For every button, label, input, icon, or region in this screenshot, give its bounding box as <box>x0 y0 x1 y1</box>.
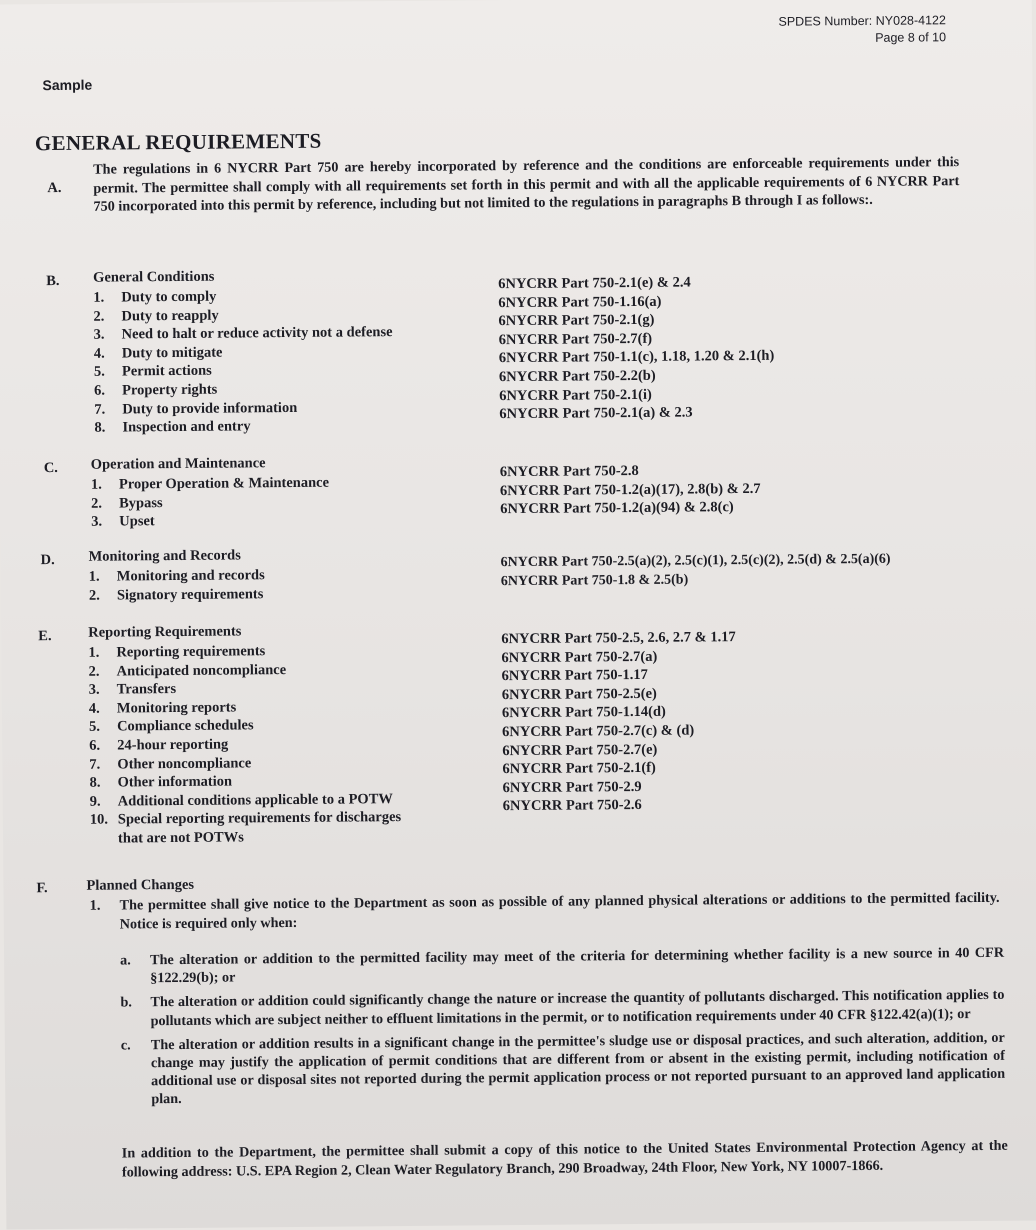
section-c-letter: C. <box>43 460 58 477</box>
list-item: 3. Need to halt or reduce activity not a defense <box>93 324 393 343</box>
list-item: 4. Duty to mitigate <box>93 344 223 362</box>
section-b-refs <box>498 271 939 424</box>
reference: 6NYCRR Part 750-1.16(a) <box>498 293 662 311</box>
section-f-intro: The permittee shall give notice to the Department as soon as possible of any planned physical alterations or additions to the permitted facility. Notice is required only when: <box>119 889 1000 932</box>
section-c-heading: Operation and Maintenance <box>90 455 266 473</box>
reference: 6NYCRR Part 750-2.9 <box>502 778 642 796</box>
section-f-item-number: 1. <box>89 897 101 914</box>
reference: 6NYCRR Part 750-2.1(f) <box>502 759 656 778</box>
list-item: c. The alteration or addition results in a significant change in the permittee's sludge use or disposal practices, and such alteration, addition, or change may justify the application of permit conditions that are different from or absent in the existing permit, including notification of additional use or disposal sites not reported during the permit application process or not reported pursuant to an approved land application plan. <box>120 1029 1006 1108</box>
reference: 6NYCRR Part 750-2.7(a) <box>501 648 658 666</box>
section-c-refs <box>500 459 940 519</box>
section-b-heading: General Conditions <box>93 268 215 286</box>
page-number: Page 8 of 10 <box>875 30 947 45</box>
list-item: 6. 24-hour reporting <box>89 736 229 754</box>
reference: 6NYCRR Part 750-2.1(i) <box>499 386 652 404</box>
reference: 6NYCRR Part 750-1.14(d) <box>501 704 666 722</box>
reference: 6NYCRR Part 750-2.1(a) & 2.3 <box>499 404 693 423</box>
list-item: 8. Other information <box>89 773 233 791</box>
section-d-refs <box>501 550 1001 592</box>
section-d-letter: D. <box>40 552 55 569</box>
list-item: 3. Upset <box>91 513 155 530</box>
page-header <box>778 12 946 47</box>
list-item: 8. Inspection and entry <box>94 418 251 436</box>
section-a-text: The regulations in 6 NYCRR Part 750 are hereby incorporated by reference and the conditions are enforceable requirements under this permit. The permittee shall comply with all requirements set forth in this permit and with all the applicable requirements of 6 NYCRR Part 750 incorporated into this permit by reference, including but not limited to the regulations in paragraphs B through I as follows:. <box>93 154 960 215</box>
section-f-letter: F. <box>36 880 48 897</box>
reference: 6NYCRR Part 750-1.2(a)(94) & 2.8(c) <box>500 499 734 518</box>
list-item: 1. Monitoring and records <box>88 567 265 585</box>
list-item: 3. Transfers <box>88 681 177 698</box>
list-item: a. The alteration or addition to the permitted facility may meet of the criteria for determining whether facility is a new source in 40 CFR §122.29(b); or <box>120 944 1005 987</box>
section-d-list <box>89 564 489 605</box>
permit-number: SPDES Number: NY028-4122 <box>778 13 946 29</box>
list-item: 1. Duty to comply <box>93 288 217 306</box>
reference: 6NYCRR Part 750-1.1(c), 1.18, 1.20 & 2.1(h) <box>498 348 775 367</box>
list-item: 1. Reporting requirements <box>88 643 266 661</box>
section-e-heading: Reporting Requirements <box>88 623 242 641</box>
list-item: 2. Duty to reapply <box>93 307 219 325</box>
reference: 6NYCRR Part 750-2.5, 2.6, 2.7 & 1.17 <box>501 629 736 648</box>
section-f-heading: Planned Changes <box>86 876 195 894</box>
list-item: 7. Other noncompliance <box>89 754 252 773</box>
list-item: 10. Special reporting requirements for discharges <box>89 809 402 829</box>
reference: 6NYCRR Part 750-2.7(e) <box>502 741 658 759</box>
list-item: 6. Property rights <box>94 381 218 399</box>
reference: 6NYCRR Part 750-2.5(a)(2), 2.5(c)(1), 2.5(c)(2), 2.5(d) & 2.5(a)(6) <box>500 551 891 571</box>
reference: 6NYCRR Part 750-1.8 & 2.5(b) <box>500 572 689 589</box>
planned-changes-list <box>120 944 1005 1115</box>
reference: 6NYCRR Part 750-1.17 <box>501 667 648 685</box>
closing-paragraph: In addition to the Department, the permittee shall submit a copy of this notice to the United States Environmental Protection Agency at the following address: U.S. EPA Region 2, Clean Water Regulatory Branch, 290 Broadway, 24th Floor, New York, NY 10007-1866. <box>121 1137 1008 1180</box>
page-title: GENERAL REQUIREMENTS <box>34 128 322 156</box>
reference: 6NYCRR Part 750-1.2(a)(17), 2.8(b) & 2.7 <box>499 480 761 499</box>
list-item: 2. Anticipated noncompliance <box>88 661 287 680</box>
list-item: 5. Permit actions <box>93 363 212 381</box>
reference: 6NYCRR Part 750-2.6 <box>502 797 642 815</box>
section-a-letter: A. <box>47 179 62 197</box>
sample-label: Sample <box>42 76 93 94</box>
reference: 6NYCRR Part 750-2.8 <box>499 462 639 481</box>
list-item-continuation: that are not POTWs <box>117 829 244 847</box>
reference: 6NYCRR Part 750-2.2(b) <box>498 367 656 386</box>
section-e-letter: E. <box>38 628 52 645</box>
section-b-list <box>93 285 494 437</box>
list-item: 7. Duty to provide information <box>94 399 298 418</box>
reference: 6NYCRR Part 750-2.1(e) & 2.4 <box>498 274 691 293</box>
section-e-refs <box>501 626 943 816</box>
list-item: b. The alteration or addition could significantly change the nature or increase the quantity of pollutants discharged. This notification applies to pollutants which are subject neither to effluent limitations in the permit, or to notification requirements under 40 CFR §122.42(a)(1); or <box>120 987 1005 1029</box>
list-item: 9. Additional conditions applicable to a POTW <box>89 790 393 810</box>
section-d-heading: Monitoring and Records <box>88 547 241 565</box>
list-item: 5. Compliance schedules <box>88 717 254 736</box>
list-item: 2. Signatory requirements <box>88 585 264 604</box>
list-item: 4. Monitoring reports <box>88 699 237 717</box>
list-item: 1. Proper Operation & Maintenance <box>90 474 330 493</box>
reference: 6NYCRR Part 750-2.5(e) <box>501 685 657 703</box>
reference: 6NYCRR Part 750-2.1(g) <box>498 311 655 330</box>
reference: 6NYCRR Part 750-2.7(f) <box>498 330 653 348</box>
section-b-letter: B. <box>46 272 60 290</box>
reference: 6NYCRR Part 750-2.7(c) & (d) <box>502 722 695 741</box>
section-c-list <box>91 472 491 531</box>
list-item: 2. Bypass <box>91 494 163 512</box>
section-e-list <box>88 640 490 848</box>
